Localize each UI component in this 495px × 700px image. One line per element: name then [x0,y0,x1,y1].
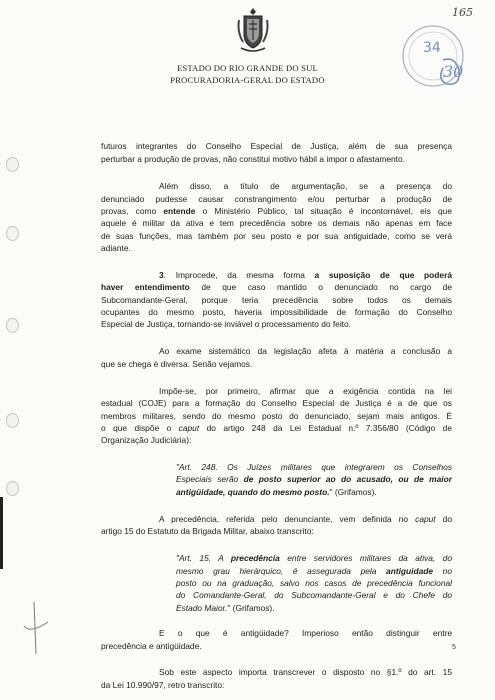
text-run: a suposição de que poderá [314,270,452,280]
header-state-name: ESTADO DO RIO GRANDE DO SUL [176,63,318,73]
handwritten-sheet-number: 165 [452,6,473,19]
text-run: precedência e antigüidade. [101,641,202,651]
text-line [101,307,452,317]
text-run: do artigo 248 da Lei Estadual n.º 7.356/80 (Código de [199,423,452,433]
text-run: artigo 15 do Estatuto da Brigada Militar, abaixo transcrito: [101,526,314,536]
folio-stamp [395,18,475,98]
text-line [101,435,452,445]
text-run: Impõe-se, por primeiro, afirmar que a exigência contida na lei [159,386,452,396]
text-run: Subcomandante-Geral, porque teria precedência sobre todos os demais [101,295,452,305]
scan-edge-mark [0,497,3,569]
text-run: Além disso, a título de argumentação, se a presença do [159,181,452,191]
text-line [101,398,452,408]
text-run: A precedência, referida pelo denunciante, vem definida no [159,514,416,524]
text-line [101,423,452,433]
text-run: "Art. 15. A [176,553,231,563]
page-number: 5 [452,644,456,651]
text-line [176,603,452,613]
text-line [101,243,452,253]
text-line [176,566,452,576]
text-run: estadual (COJE) para a formação do Conselho Especial de Justiça é a de que os [101,398,452,408]
text-line [159,270,452,280]
text-run: Estado Maior. [176,603,228,613]
text-run: provas, como [101,206,164,216]
text-line [101,641,452,651]
text-run: antigüidade, quando do mesmo posto. [176,487,330,497]
text-line [101,154,452,164]
stamp-circle-icon [395,18,475,98]
text-line [101,231,452,241]
text-run: futuros integrantes do Conselho Especial de Justiça, além de sua presença [101,141,452,151]
text-line [176,590,452,600]
punch-hole [6,413,19,428]
text-run: denunciado pudesse causar constrangimento e/ou perturbar a produção de [101,194,452,204]
margin-scribble-icon [18,600,54,658]
text-line [101,218,452,228]
text-line [176,474,452,484]
text-run: que se chega é diversa. Senão vejamos. [101,359,253,369]
text-run: precedência [230,553,280,563]
text-run: " (Grifamos). [329,487,377,497]
text-line [101,411,452,421]
text-run: do [435,514,452,524]
text-run: do Comandante-Geral, do Subcomandante-Geral e do Chefe do [176,590,452,600]
punch-hole [6,226,19,241]
text-line [101,359,452,369]
text-run: "Art. 248. Os Juízes militares que integrarem os Conselhos [176,462,452,472]
text-run: posto ou na graduação, salvo nos casos de precedência funcional [176,578,452,588]
text-run: aquele é militar da ativa e tem precedência sobre os demais não apenas em face [101,218,452,228]
text-run: Ao exame sistemático da legislação afeta à matéria a conclusão a [159,346,452,356]
text-line [101,206,452,216]
text-run: de posto superior ao do acusado, ou de maior [243,474,452,484]
text-run: de suas funções, mas também por seu posto e por sua antiguidade, como se verá [101,231,452,241]
text-run: Especiais serão [176,474,244,484]
text-line [159,667,452,677]
text-run: da Lei 10.990/97, retro transcrito: [101,680,225,690]
text-run: 3 [159,270,164,280]
text-run: no [433,566,452,576]
text-line [159,514,452,524]
text-run: Especial de Justiça, tornando-se inviável o processamento do feito. [101,319,351,329]
text-run: Organização Judiciária): [101,435,192,445]
punch-hole [6,157,19,172]
text-run: Sob este aspecto importa transcrever o disposto no §1.º do art. 15 [159,667,452,677]
text-run: membros militares, sendo do mesmo posto do denunciado, sejam mais antigos. É [101,411,452,421]
text-run: o Ministério Público, tal situação é incontornável, eis que [195,206,452,216]
punch-hole [6,318,19,333]
text-run: caput [178,423,200,433]
text-line [159,386,452,396]
text-line [101,194,452,204]
text-run: E o que é antigüidade? Imperioso então distinguir entre [159,628,452,638]
text-run: o que dispõe o [101,423,179,433]
text-line [101,526,452,536]
text-run: entre servidores militares da ativa, do [279,553,452,563]
text-line [159,181,452,191]
punch-hole [6,481,19,496]
text-run: perturbar a produção de provas, não constitui motivo hábil a impor o afastamento. [101,154,405,164]
text-line [176,553,452,563]
text-run: " (Grifamos). [227,603,275,613]
stamp-handwritten-number: 30 [443,62,464,81]
text-line [101,295,452,305]
text-run: . Improcede, da mesma forma [163,270,315,280]
text-line [176,578,452,588]
text-run: de que caso mantido o denunciado no cargo de [189,282,452,292]
text-line [101,680,452,690]
text-run: mesmo grau hierárquico, é assegurada pela [176,566,387,576]
text-run: ocupantes do mesmo posto, haveria impossibilidade de formação do Conselho [101,307,452,317]
text-line [176,462,452,472]
text-run: entende [163,206,196,216]
header-agency-name: PROCURADORIA-GERAL DO ESTADO [170,75,325,85]
text-run: caput [415,514,436,524]
text-run: antiguidade [386,566,434,576]
text-line [101,141,452,151]
text-line [159,628,452,638]
text-line [159,346,452,356]
text-line [101,319,452,329]
coat-of-arms-icon [236,6,270,56]
text-line [176,487,452,497]
stamp-number: 34 [423,40,441,56]
text-run: adiante. [101,243,131,253]
text-line [101,282,452,292]
text-run: haver entendimento [101,282,190,292]
